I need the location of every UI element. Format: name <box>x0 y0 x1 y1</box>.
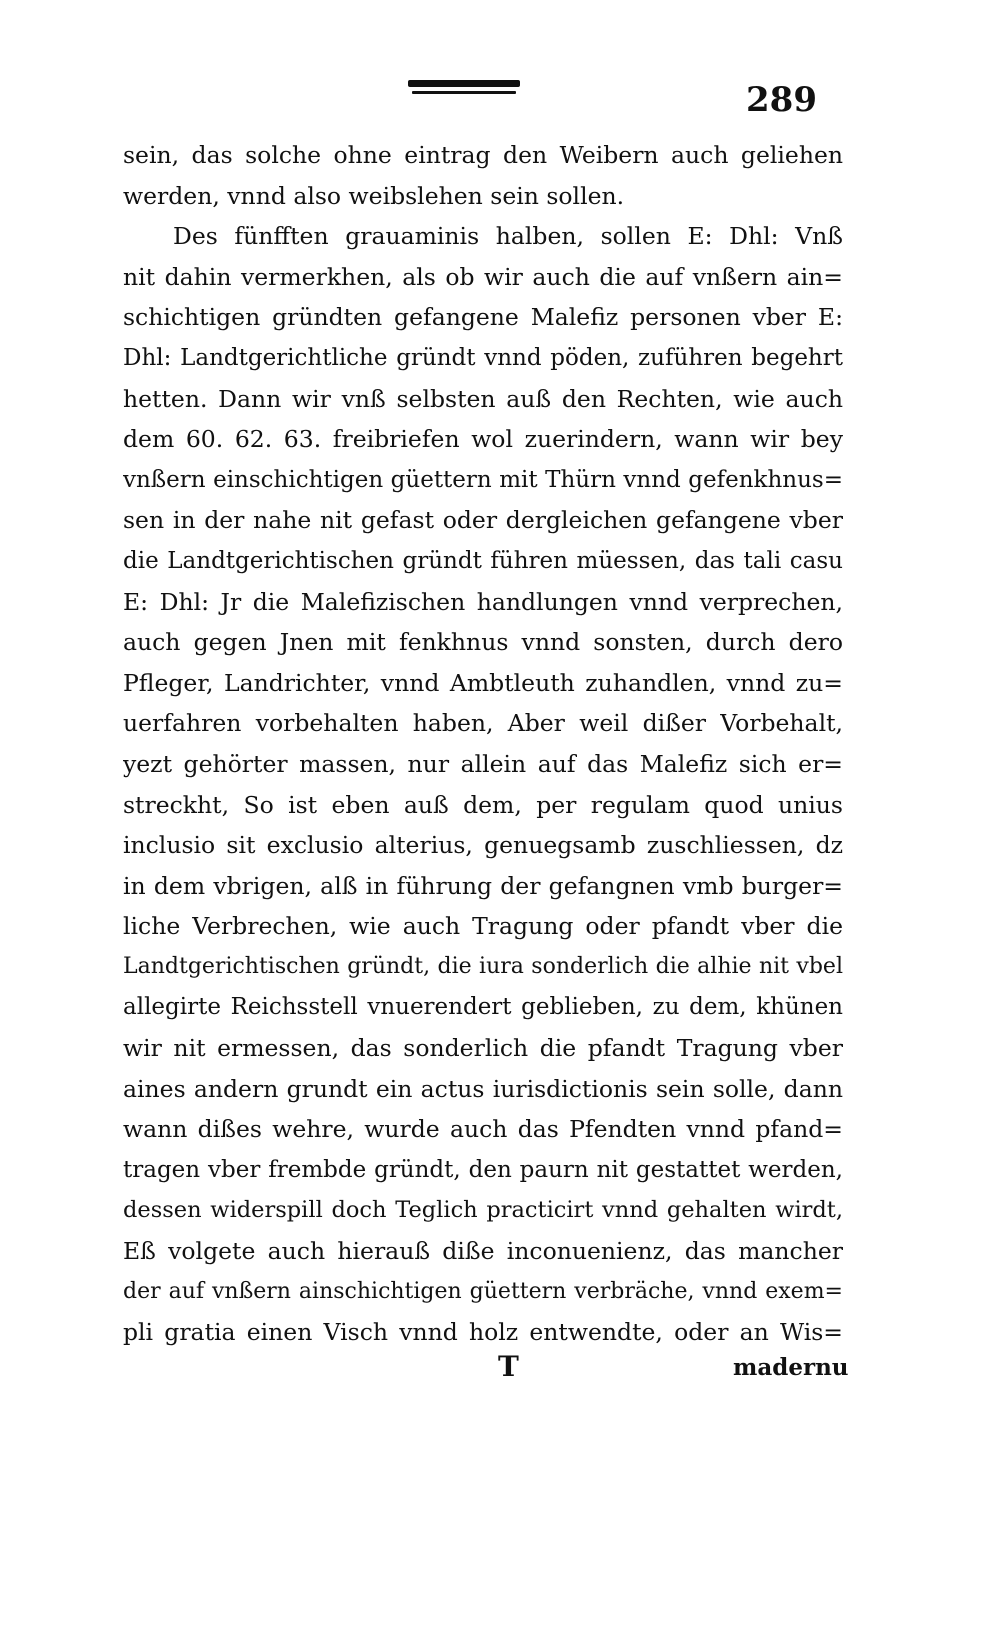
text-line: Pfleger, Landrichter, vnnd Ambtleuth zuhandlen, vnnd zu= <box>123 668 843 697</box>
text-line: in dem vbrigen, alß in führung der gefangnen vmb burger= <box>123 871 843 900</box>
text-line: yezt gehörter massen, nur allein auf das Malefiz sich er= <box>123 749 843 778</box>
text-line: allegirte Reichsstell vnuerendert geblieben, zu dem, khünen <box>123 994 843 1021</box>
text-line: die Landtgerichtischen gründt führen müessen, das tali casu <box>123 547 843 574</box>
text-line: Landtgerichtischen gründt, die iura sonderlich die alhie nit vbel <box>123 953 843 979</box>
text-line: dessen widerspill doch Teglich practicirt vnnd gehalten wirdt, <box>123 1197 843 1224</box>
text-line: sen in der nahe nit gefast oder dergleichen gefangene vber <box>123 506 843 535</box>
text-line: schichtigen gründten gefangene Malefiz personen vber E: <box>123 303 843 332</box>
text-line: streckht, So ist eben auß dem, per regulam quod unius <box>123 790 843 819</box>
text-line: pli gratia einen Visch vnnd holz entwendte, oder an Wis= <box>123 1318 843 1347</box>
text-line: aines andern grundt ein actus iurisdictionis sein solle, dann <box>123 1074 843 1103</box>
text-line: wir nit ermessen, das sonderlich die pfandt Tragung vber <box>123 1034 843 1063</box>
text-line: hetten. Dann wir vnß selbsten auß den Rechten, wie auch <box>123 384 843 413</box>
text-line: auch gegen Jnen mit fenkhnus vnnd sonsten, durch dero <box>123 628 843 657</box>
text-line: der auf vnßern ainschichtigen güettern verbräche, vnnd exem= <box>123 1278 843 1304</box>
text-line: Dhl: Landtgerichtliche gründt vnnd pöden, zuführen begehrt <box>123 344 843 371</box>
catchword: madernu <box>733 1354 849 1381</box>
text-line: werden, vnnd also weibslehen sein sollen. <box>123 181 625 210</box>
text-line: Des fünfften grauaminis halben, sollen E: Dhl: Vnß <box>173 222 843 251</box>
signature-mark: T <box>498 1350 519 1383</box>
text-line: uerfahren vorbehalten haben, Aber weil dißer Vorbehalt, <box>123 709 843 738</box>
page-number: 289 <box>746 80 817 120</box>
text-line: inclusio sit exclusio alterius, genuegsamb zuschliessen, dz <box>123 831 843 860</box>
header-rule-thin <box>412 91 516 94</box>
body-text <box>123 135 843 1353</box>
header-rule-thick <box>408 80 520 87</box>
text-line: tragen vber frembde gründt, den paurn nit gestattet werden, <box>123 1156 843 1183</box>
text-line: vnßern einschichtigen güettern mit Thürn vnnd gefenkhnus= <box>123 466 843 493</box>
header-rule <box>408 80 520 94</box>
text-line: liche Verbrechen, wie auch Tragung oder pfandt vber die <box>123 912 843 941</box>
text-line: E: Dhl: Jr die Malefizischen handlungen vnnd verprechen, <box>123 587 843 616</box>
text-line: nit dahin vermerkhen, als ob wir auch die auf vnßern ain= <box>123 262 843 291</box>
text-line: sein, das solche ohne eintrag den Weibern auch geliehen <box>123 141 843 169</box>
text-line: wann dißes wehre, wurde auch das Pfendten vnnd pfand= <box>123 1115 843 1144</box>
text-line: Eß volgete auch hierauß diße inconuenienz, das mancher <box>123 1237 843 1266</box>
text-line: dem 60. 62. 63. freibriefen wol zuerindern, wann wir bey <box>123 425 843 454</box>
